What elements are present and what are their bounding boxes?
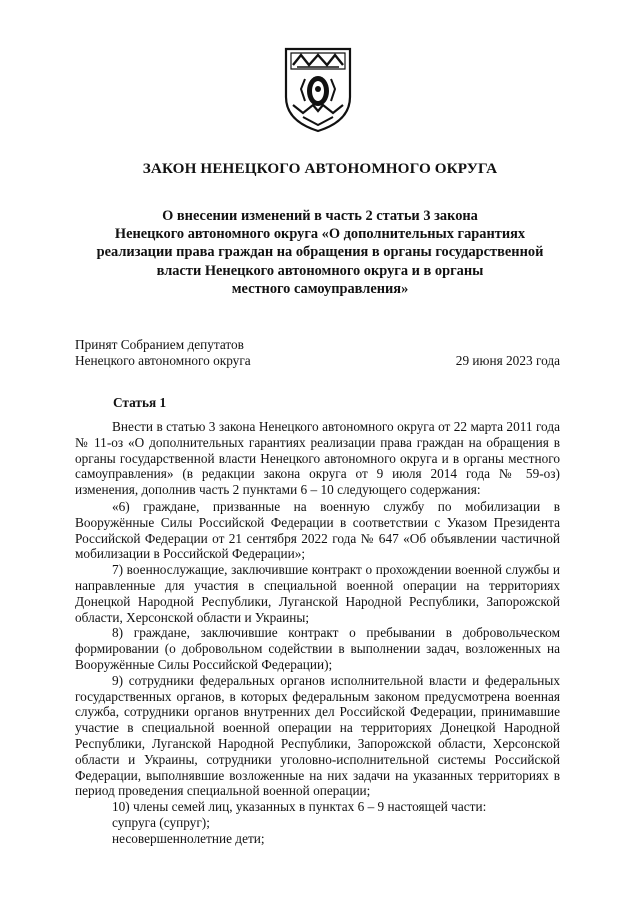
list-item: 10) члены семей лиц, указанных в пунктах 6 – 9 настоящей части: xyxy=(112,799,487,815)
amendment-items xyxy=(75,499,560,847)
article-heading: Статья 1 xyxy=(113,395,167,410)
adoption-block xyxy=(75,337,251,369)
subtitle-line: реализации права граждан на обращения в органы государственной xyxy=(96,244,544,261)
subtitle-line: О внесении изменений в часть 2 статьи 3 закона xyxy=(162,208,478,224)
adopted-by-line: Принят Собранием депутатов xyxy=(75,337,244,352)
list-item: 7) военнослужащие, заключившие контракт о прохождении военной службы и направленные для участия в специальной военной операции на территориях Донецкой Народной Республики, Луганской Народной Республики, Запорожской области, Херсонской области и Украины; xyxy=(75,562,560,625)
intro-paragraph-block xyxy=(75,419,560,498)
list-item: супруга (супруг); xyxy=(112,814,210,830)
subtitle-line: местного самоуправления» xyxy=(231,280,409,297)
list-item: 8) граждане, заключившие контракт о пребывании в добровольческом формировании (о добровольном содействии в выполнении задач, возложенных на Вооружённые Силы Российской Федерации); xyxy=(75,625,560,672)
subtitle-line: Ненецкого автономного округа «О дополнительных гарантиях xyxy=(114,226,526,243)
list-item: «6) граждане, призванные на военную службу по мобилизации в Вооружённые Силы Российской Федерации в соответствии с Указом Президента Российской Федерации от 21 сентября 2022 года № 647 «Об объявлении частичной мобилизации в Российской Федерации»; xyxy=(75,499,560,562)
document-title: ЗАКОН НЕНЕЦКОГО АВТОНОМНОГО ОКРУГА xyxy=(142,160,498,177)
adopted-by-line: Ненецкого автономного округа xyxy=(75,353,251,368)
list-item: 9) сотрудники федеральных органов исполнительной власти и федеральных государственных органов, в которых федеральным законом предусмотрена военная служба, сотрудники органов внутренних дел Российской Федерации, принимавшие участие в специальной военной операции на территориях Донецкой Народной Республики, Луганской Народной Республики, Запорожской области, Херсонской области и Украины, сотрудники уголовно-исполнительной системы Российской Федерации, выполнявшие возложенные на них задачи на указанных территориях в период проведения специальной военной операции; xyxy=(75,672,560,799)
list-item: несовершеннолетние дети; xyxy=(112,830,265,846)
subtitle-line: власти Ненецкого автономного округа и в органы xyxy=(156,262,484,279)
adoption-date: 29 июня 2023 года xyxy=(455,353,560,368)
coat-of-arms-emblem xyxy=(283,45,353,133)
document-subtitle xyxy=(70,207,570,298)
intro-paragraph: Внести в статью 3 закона Ненецкого автономного округа от 22 марта 2011 года № 11-оз «О дополнительных гарантиях реализации права граждан на обращения в органы государственной власти Ненецкого автономного округа и в органы местного самоуправления» (в редакции закона округа от 9 июля 2014 года № 59-оз) изменения, дополнив часть 2 пунктами 6 – 10 следующего содержания: xyxy=(75,419,560,498)
